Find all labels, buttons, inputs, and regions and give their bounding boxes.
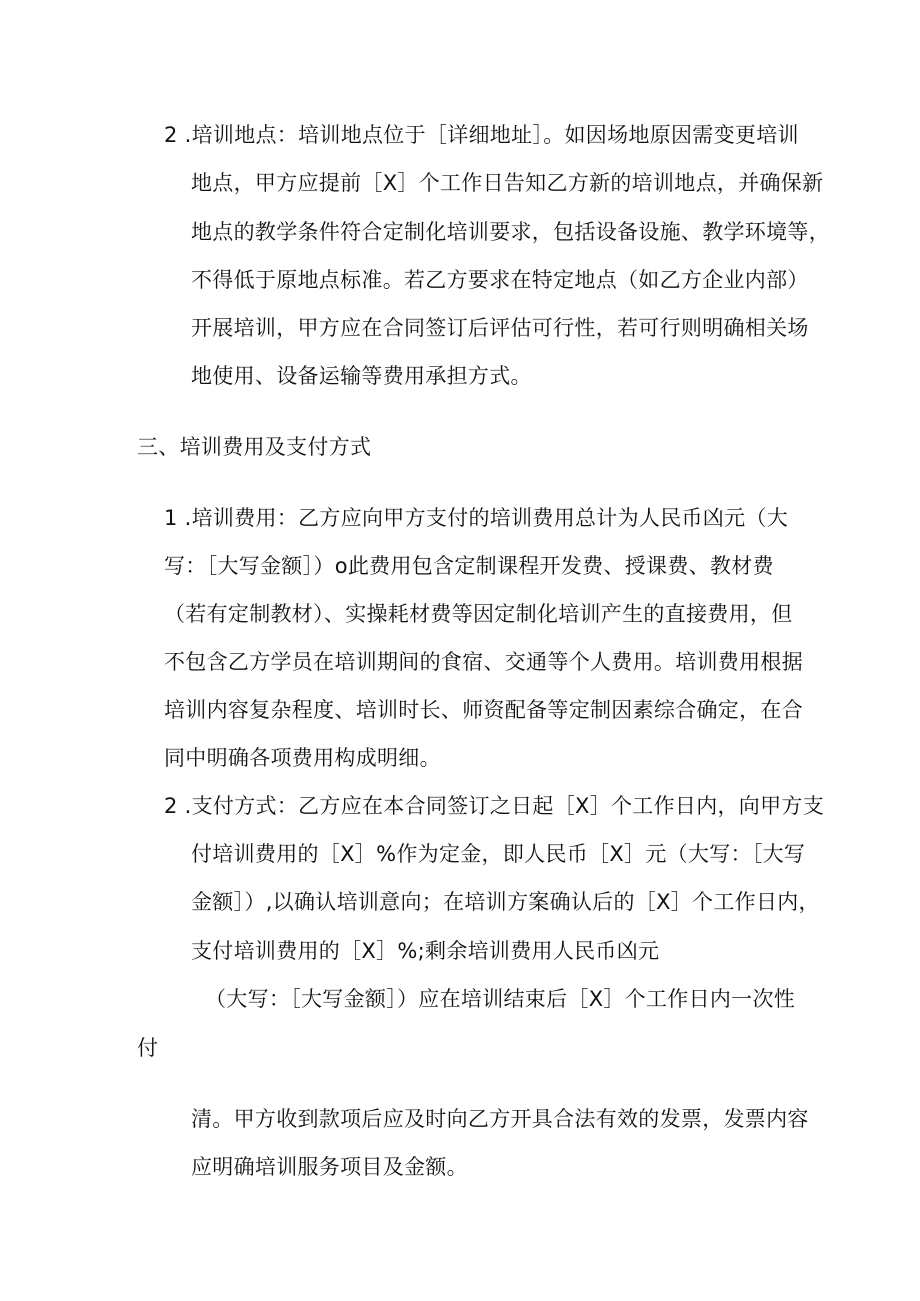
paragraph-line: 同中明确各项费用构成明细。 xyxy=(164,746,441,770)
paragraph-line: 培训内容复杂程度、培训时长、师资配备等定制因素综合确定，在合 xyxy=(164,698,803,722)
section-heading: 三、培训费用及支付方式 xyxy=(137,435,372,459)
paragraph-line: 1 .培训费用：乙方应向甲方支付的培训费用总计为人民币凶元（大 xyxy=(164,506,789,530)
paragraph-line: 地点，甲方应提前［X］个工作日告知乙方新的培训地点，并确保新 xyxy=(191,171,824,195)
paragraph-line: 支付培训费用的［X］%;剩余培训费用人民币凶元 xyxy=(191,939,660,963)
paragraph-line: 地点的教学条件符合定制化培训要求，包括设备设施、教学环境等， xyxy=(191,220,830,244)
paragraph-line: 地使用、设备运输等费用承担方式。 xyxy=(191,364,532,388)
paragraph-line: 不包含乙方学员在培训期间的食宿、交通等个人费用。培训费用根据 xyxy=(164,650,803,674)
paragraph-line: 2 .培训地点：培训地点位于［详细地址］。如因场地原因需变更培训 xyxy=(164,123,799,147)
paragraph-line: 不得低于原地点标准。若乙方要求在特定地点（如乙方企业内部） xyxy=(191,268,809,292)
paragraph-line: 写：［大写金额］）o此费用包含定制课程开发费、授课费、教材费 xyxy=(164,554,774,578)
paragraph-line: 付 xyxy=(137,1036,159,1060)
paragraph-line: （大写：［大写金额］）应在培训结束后［X］个工作日内一次性 xyxy=(205,987,796,1011)
paragraph-line: 清。甲方收到款项后应及时向乙方开具合法有效的发票，发票内容 xyxy=(191,1107,809,1131)
paragraph-line: 金额］）,以确认培训意向；在培训方案确认后的［X］个工作日内， xyxy=(191,890,820,914)
paragraph-line: 2 .支付方式：乙方应在本合同签订之日起［X］个工作日内，向甲方支 xyxy=(164,794,824,818)
paragraph-line: 付培训费用的［X］%作为定金，即人民币［X］元（大写：［大写 xyxy=(191,842,806,866)
paragraph-line: 应明确培训服务项目及金额。 xyxy=(191,1155,468,1179)
paragraph-line: 开展培训，甲方应在合同签订后评估可行性，若可行则明确相关场 xyxy=(191,316,809,340)
paragraph-line: （若有定制教材）、实操耗材费等因定制化培训产生的直接费用，但 xyxy=(164,602,793,626)
